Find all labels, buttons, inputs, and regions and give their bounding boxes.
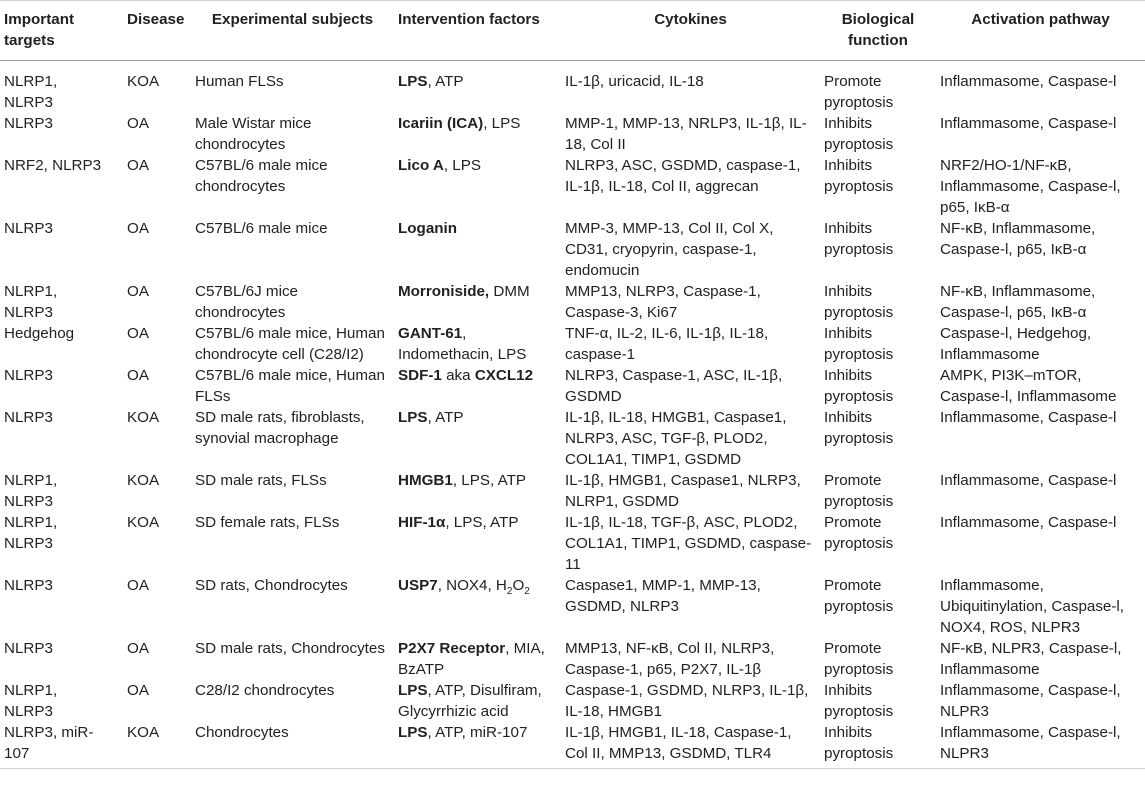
cell-target: NRF2, NLRP3	[4, 157, 102, 174]
cell-function: Inhibits pyroptosis	[824, 325, 894, 363]
cell-subjects: SD male rats, fibroblasts, synovial macrophage	[195, 409, 365, 447]
table-row	[0, 680, 1145, 722]
cell-target: NLRP3	[4, 367, 53, 384]
iv-sub: 2	[506, 586, 513, 598]
iv-bold: LPS	[398, 409, 428, 426]
table-row	[0, 470, 1145, 512]
cell-intervention	[394, 61, 561, 114]
cell-function: Inhibits pyroptosis	[824, 367, 894, 405]
cell-subjects: Chondrocytes	[191, 722, 394, 769]
iv-rest: DMM	[489, 283, 530, 300]
iv-mid: aka	[441, 367, 475, 384]
cell-subjects: Human FLSs	[195, 73, 284, 90]
cell-disease: OA	[127, 325, 149, 342]
table-row	[0, 61, 1145, 114]
cell-disease: KOA	[113, 722, 191, 769]
iv-bold: Icariin (ICA)	[398, 115, 484, 132]
cell-pathway: Caspase-l, Hedgehog, Inflammasome	[940, 325, 1092, 363]
table-row	[0, 218, 1145, 281]
iv-rest: , ATP	[427, 409, 464, 426]
table-row	[0, 323, 1145, 365]
cell-intervention	[394, 155, 561, 218]
iv-rest: , LPS	[483, 115, 521, 132]
cell-intervention	[394, 365, 561, 407]
iv-rest: , LPS, ATP	[445, 514, 519, 531]
iv-bold: Loganin	[398, 220, 458, 237]
iv-bold2: CXCL12	[474, 367, 534, 384]
table-row	[0, 113, 1145, 155]
cell-pathway: NF-κB, Inflammasome, Caspase-l, p65, IκB-α	[940, 220, 1096, 258]
iv-rest2: O	[512, 577, 525, 594]
cell-subjects: C28/I2 chondrocytes	[195, 682, 335, 699]
cell-subjects: Male Wistar mice chondrocytes	[195, 115, 312, 153]
cell-pathway: NF-κB, Inflammasome, Caspase-l, p65, IκB-α	[940, 283, 1096, 321]
table-row	[0, 407, 1145, 470]
cell-pathway: Inflammasome, Caspase-l	[940, 514, 1117, 531]
iv-bold: LPS	[398, 724, 428, 741]
iv-rest: , NOX4, H	[437, 577, 507, 594]
cell-pathway: Inflammasome, Caspase-l	[940, 115, 1117, 132]
table-row	[0, 638, 1145, 680]
cell-pathway: NRF2/HO-1/NF-κB, Inflammasome, Caspase-l, p65, IκB-α	[940, 157, 1121, 216]
table-row	[0, 575, 1145, 638]
cell-pathway: NF-κB, NLPR3, Caspase-l, Inflammasome	[940, 640, 1122, 678]
cell-disease: OA	[127, 157, 149, 174]
cell-cytokines: Caspase-1, GSDMD, NLRP3, IL-1β, IL-18, HMGB1	[565, 682, 809, 720]
cell-function: Inhibits pyroptosis	[820, 722, 936, 769]
cell-pathway: Inflammasome, Caspase-l, NLPR3	[940, 682, 1121, 720]
cell-subjects: SD female rats, FLSs	[195, 514, 340, 531]
cell-function: Inhibits pyroptosis	[824, 682, 894, 720]
header-disease: Disease	[113, 1, 191, 61]
iv-bold: LPS	[398, 682, 428, 699]
iv-bold: SDF-1	[398, 367, 442, 384]
cell-intervention	[394, 407, 561, 470]
cell-disease: OA	[127, 283, 149, 300]
cell-subjects: SD rats, Chondrocytes	[195, 577, 348, 594]
iv-bold: LPS	[398, 73, 428, 90]
cell-intervention	[394, 281, 561, 323]
cell-disease: KOA	[127, 409, 160, 426]
iv-bold: Lico A	[398, 157, 444, 174]
cell-cytokines: MMP13, NF-κB, Col II, NLRP3, Caspase-1, p65, P2X7, IL-1β	[565, 640, 775, 678]
cell-function: Inhibits pyroptosis	[824, 157, 894, 195]
iv-rest: , ATP, Disulfiram, Glycyrrhizic acid	[398, 682, 542, 720]
cell-subjects: C57BL/6 male mice	[195, 220, 328, 237]
cell-function: Promote pyroptosis	[824, 472, 894, 510]
iv-sub2: 2	[524, 586, 530, 598]
cell-target: NLRP1, NLRP3	[4, 73, 58, 111]
cell-cytokines: IL-1β, HMGB1, IL-18, Caspase-1, Col II, MMP13, GSDMD, TLR4	[561, 722, 820, 769]
header-activation-pathway: Activation pathway	[936, 1, 1145, 61]
cell-function: Inhibits pyroptosis	[824, 283, 894, 321]
header-important-targets: Important targets	[0, 1, 113, 61]
table-row	[0, 281, 1145, 323]
cell-target: NLRP3	[4, 220, 53, 237]
table-row	[0, 365, 1145, 407]
cell-disease: OA	[127, 640, 149, 657]
cell-pathway: Inflammasome, Caspase-l	[940, 472, 1117, 489]
cell-cytokines: Caspase1, MMP-1, MMP-13, GSDMD, NLRP3	[565, 577, 761, 615]
iv-rest: , Indomethacin, LPS	[398, 325, 527, 363]
table-row	[0, 512, 1145, 575]
cell-cytokines: TNF-α, IL-2, IL-6, IL-1β, IL-18, caspase-1	[565, 325, 769, 363]
cell-pathway: Inflammasome, Caspase-l	[940, 409, 1117, 426]
cell-disease: OA	[127, 682, 149, 699]
cell-subjects: C57BL/6 male mice, Human chondrocyte cell (C28/I2)	[195, 325, 385, 363]
cell-cytokines: IL-1β, IL-18, HMGB1, Caspase1, NLRP3, ASC, TGF-β, PLOD2, COL1A1, TIMP1, GSDMD	[565, 409, 787, 468]
cell-pathway: Inflammasome, Caspase-l	[940, 73, 1117, 90]
iv-rest: , ATP, miR-107	[427, 724, 528, 741]
cell-intervention	[394, 575, 561, 638]
cell-target: NLRP3	[4, 409, 53, 426]
iv-rest: , LPS	[443, 157, 482, 174]
iv-rest: , MIA, BzATP	[398, 640, 545, 678]
cell-intervention	[394, 323, 561, 365]
iv-bold: GANT-61	[398, 325, 463, 342]
cell-intervention	[394, 638, 561, 680]
cell-cytokines: MMP-3, MMP-13, Col II, Col X, CD31, cryopyrin, caspase-1, endomucin	[565, 220, 774, 279]
cell-disease: OA	[127, 220, 149, 237]
cell-target: NLRP1, NLRP3	[4, 682, 58, 720]
cell-disease: OA	[127, 577, 149, 594]
table-row	[0, 155, 1145, 218]
cell-target: NLRP1, NLRP3	[4, 472, 58, 510]
cell-disease: KOA	[127, 514, 160, 531]
cell-function: Inhibits pyroptosis	[824, 115, 894, 153]
cell-cytokines: NLRP3, Caspase-1, ASC, IL-1β, GSDMD	[565, 367, 783, 405]
cell-function: Promote pyroptosis	[824, 73, 894, 111]
header-cytokines: Cytokines	[561, 1, 820, 61]
cell-subjects: C57BL/6J mice chondrocytes	[195, 283, 298, 321]
cell-function: Promote pyroptosis	[824, 640, 894, 678]
table-row	[0, 722, 1145, 769]
cell-disease: KOA	[127, 73, 160, 90]
cell-intervention	[394, 512, 561, 575]
iv-rest: , LPS, ATP	[452, 472, 527, 489]
cell-target: NLRP1, NLRP3	[4, 283, 58, 321]
cell-function: Promote pyroptosis	[824, 514, 894, 552]
cell-target: NLRP1, NLRP3	[4, 514, 58, 552]
iv-bold: Morroniside,	[398, 283, 490, 300]
cell-subjects: C57BL/6 male mice, Human FLSs	[195, 367, 385, 405]
cell-cytokines: NLRP3, ASC, GSDMD, caspase-1, IL-1β, IL-18, Col II, aggrecan	[565, 157, 801, 195]
cell-target: NLRP3	[4, 115, 53, 132]
header-experimental-subjects: Experimental subjects	[191, 1, 394, 61]
cell-cytokines: MMP13, NLRP3, Caspase-1, Caspase-3, Ki67	[565, 283, 761, 321]
header-row	[0, 1, 1145, 61]
cell-target: NLRP3	[4, 577, 53, 594]
cell-function: Promote pyroptosis	[824, 577, 894, 615]
cell-function: Inhibits pyroptosis	[824, 220, 894, 258]
iv-bold: HMGB1	[398, 472, 453, 489]
cell-target: NLRP3, miR-107	[0, 722, 113, 769]
cell-cytokines: IL-1β, HMGB1, Caspase1, NLRP3, NLRP1, GSDMD	[565, 472, 801, 510]
cell-target: NLRP3	[4, 640, 53, 657]
header-biological-function: Biological function	[820, 1, 936, 61]
cell-subjects: C57BL/6 male mice chondrocytes	[195, 157, 328, 195]
cell-target: Hedgehog	[4, 325, 75, 342]
cell-disease: OA	[127, 367, 149, 384]
cell-disease: OA	[127, 115, 149, 132]
cell-function: Inhibits pyroptosis	[824, 409, 894, 447]
cell-cytokines: IL-1β, IL-18, TGF-β, ASC, PLOD2, COL1A1, TIMP1, GSDMD, caspase-11	[565, 514, 812, 573]
iv-rest: , ATP	[427, 73, 464, 90]
cell-disease: KOA	[127, 472, 160, 489]
iv-bold: USP7	[398, 577, 438, 594]
cell-cytokines: IL-1β, uricacid, IL-18	[565, 73, 704, 90]
cell-pathway: Inflammasome, Caspase-l, NLPR3	[936, 722, 1145, 769]
cell-intervention	[394, 470, 561, 512]
cell-intervention	[394, 113, 561, 155]
header-intervention-factors: Intervention factors	[394, 1, 561, 61]
cell-cytokines: MMP-1, MMP-13, NRLP3, IL-1β, IL-18, Col II	[565, 115, 807, 153]
cell-subjects: SD male rats, FLSs	[195, 472, 327, 489]
cell-subjects: SD male rats, Chondrocytes	[195, 640, 385, 657]
cell-pathway: AMPK, PI3K–mTOR, Caspase-l, Inflammasome	[940, 367, 1117, 405]
iv-bold: P2X7 Receptor	[398, 640, 506, 657]
iv-bold: HIF-1α	[398, 514, 446, 531]
cell-pathway: Inflammasome, Ubiquitinylation, Caspase-l, NOX4, ROS, NLPR3	[940, 577, 1125, 636]
cell-intervention	[394, 722, 561, 769]
cell-intervention	[394, 680, 561, 722]
cell-intervention	[394, 218, 561, 281]
